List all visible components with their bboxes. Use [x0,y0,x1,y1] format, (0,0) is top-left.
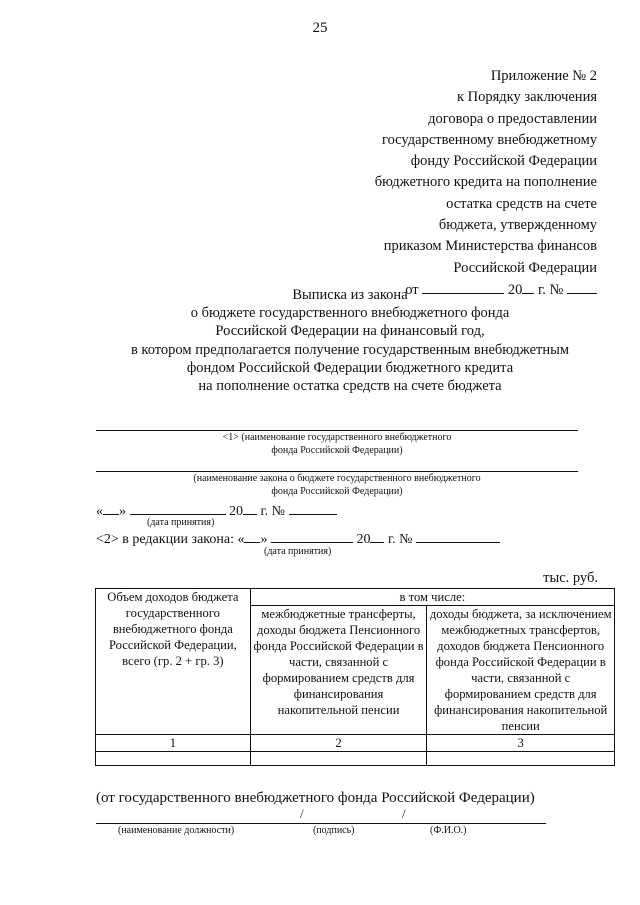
fund-name-line [96,430,578,431]
title-line: в котором предполагается получение государственным внебюджетным [130,341,570,358]
law-name-line [96,471,578,472]
signature-line [96,823,546,824]
year-text: 20 [229,504,243,519]
number-label: г. № [260,504,286,519]
column-number-row [96,735,615,752]
appendix-line: бюджета, утвержденному [438,217,597,234]
revision-date-line [96,528,500,548]
title-line: Российской Федерации на финансовый год, [215,323,485,340]
table-row [96,752,615,766]
quote-open: « [96,504,103,519]
appendix-line: договора о предоставлении [428,110,597,127]
day-blank [103,500,119,515]
day-blank [244,528,260,543]
table-cell [427,752,615,766]
name-caption: (Ф.И.О.) [430,825,467,836]
table-cell [250,752,427,766]
signature-slash: / [300,806,304,821]
document-title [60,286,640,395]
number-blank [416,528,500,543]
caption-line: фонда Российской Федерации) [271,444,403,456]
appendix-line: к Порядку заключения [456,89,597,106]
appendix-line: приказом Министерства финансов [383,238,597,255]
appendix-block [375,66,597,301]
revision-prefix: <2> в редакции закона: « [96,532,245,547]
title-line: на пополнение остатка средств на счете бюджета [198,378,502,395]
col1-header: Объем доходов бюджета государственного внебюджетного фонда Российской Федерации, всего (гр. 2 + гр. 3) [96,589,251,735]
quote-close: » [119,504,126,519]
appendix-line: остатка средств на счете [446,195,597,212]
appendix-line: государственному внебюджетному [381,131,597,148]
col2-header: межбюджетные трансферты, доходы бюджета Пенсионного фонда Российской Федерации в части, связанной с формированием средств для финансирования накопительной пенсии [250,606,427,735]
adoption-caption: (дата принятия) [147,517,215,528]
title-line: Выписка из закона [292,287,408,303]
law-name-caption [96,473,578,498]
date-prefix: от [405,281,419,298]
number-label: г. № [387,532,413,547]
col-number: 1 [96,735,251,752]
caption-line: <1> (наименование государственного внебюджетного [222,432,452,443]
appendix-line: Приложение № 2 [490,68,597,84]
group-header: в том числе: [250,589,614,606]
page-number: 25 [312,20,328,36]
table-cell [96,752,251,766]
unit-label: тыс. руб. [543,570,598,586]
title-line: о бюджете государственного внебюджетного фонда [190,305,510,322]
fund-name-caption [96,432,578,457]
data-table [95,588,615,766]
appendix-line: Российской Федерации [453,259,597,276]
date-year: 20 [507,281,523,298]
col-number: 2 [250,735,427,752]
position-caption: (наименование должности) [118,825,235,836]
fund-signature-header: (от государственного внебюджетного фонда Российской Федерации) [96,790,535,806]
col-number: 3 [427,735,615,752]
signature-slash: / [402,806,406,821]
revision-caption: (дата принятия) [264,546,332,557]
year-text: 20 [356,532,371,547]
adoption-date-line [96,500,337,520]
caption-line: фонда Российской Федерации) [271,485,403,497]
year-blank [370,528,384,543]
signature-caption: (подпись) [313,825,355,836]
year-blank [243,500,257,515]
title-line: фондом Российской Федерации бюджетного кредита [186,359,514,376]
number-blank [289,500,337,515]
date-suffix: г. № [537,281,564,298]
appendix-line: фонду Российской Федерации [410,153,597,170]
caption-line: (наименование закона о бюджете государственного внебюджетного [193,473,481,484]
month-blank [271,528,353,543]
appendix-line: бюджетного кредита на пополнение [374,174,597,191]
month-blank [130,500,226,515]
quote-close: » [260,532,268,547]
col3-header: доходы бюджета, за исключением межбюджетных трансфертов, доходов бюджета Пенсионного фонда Российской Федерации в части, связанной с формированием средств для финансирования накопительной пенсии [427,606,615,735]
